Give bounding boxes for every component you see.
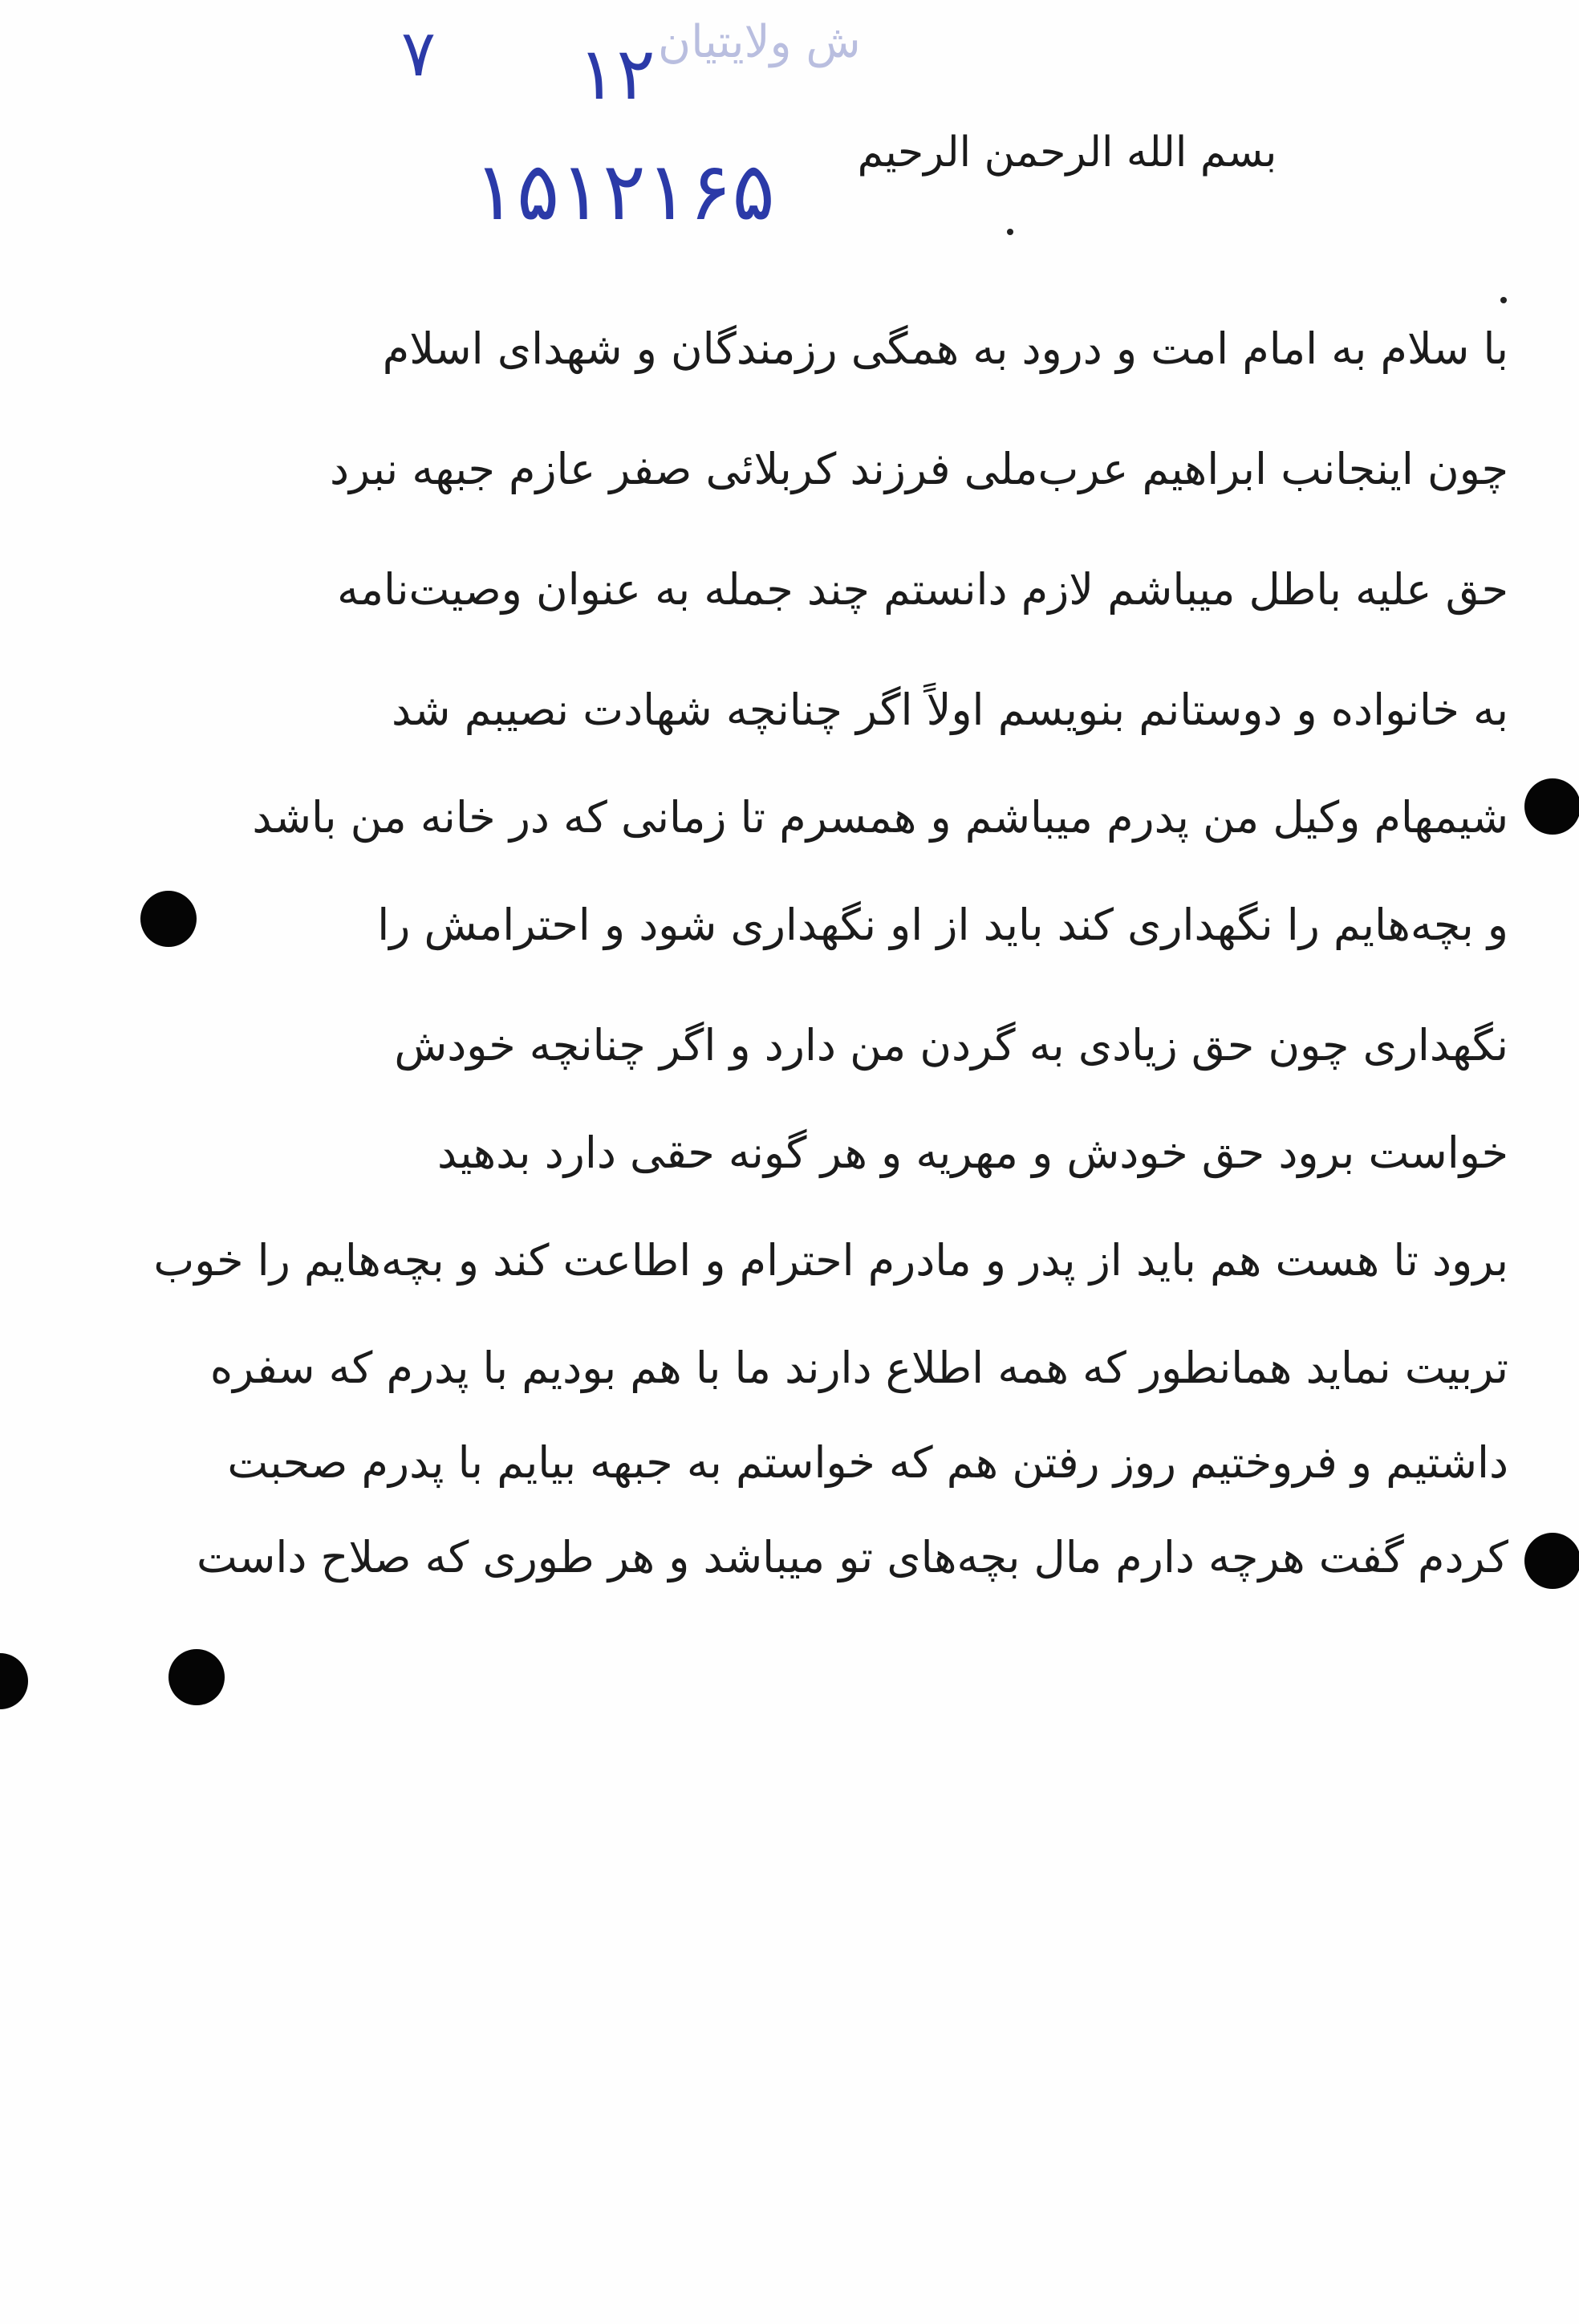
punch-hole — [0, 1653, 28, 1709]
letter-line: با سلام به امام امت و درود به همگی رزمندگان و شهدای اسلام — [382, 323, 1508, 374]
letter-line: تربیت نماید همانطور که همه اطلاع دارند ما با هم بودیم با پدرم که سفره — [209, 1343, 1508, 1393]
letter-line: کردم گفت هرچه دارم مال بچه‌های تو میباشد و هر طوری که صلاح داست — [197, 1532, 1508, 1583]
letter-line: حق علیه باطل میباشم لازم دانستم چند جمله به عنوان وصیت‌نامه — [337, 564, 1508, 615]
letter-line: به خانواده و دوستانم بنویسم اولاً اگر چنانچه شهادت نصیبم شد — [391, 685, 1508, 735]
ink-dot — [1007, 229, 1013, 235]
punch-hole — [168, 1649, 225, 1705]
punch-hole — [1524, 778, 1579, 835]
letter-body — [48, 289, 1508, 1605]
letter-line: و بچه‌هایم را نگهداری کند باید از او نگهداری شود و احترامش را — [377, 900, 1508, 950]
basmala-heading: بسم الله الرحمن الرحیم — [857, 128, 1277, 177]
annotation-faint-text: ش ولایتیان — [658, 16, 861, 68]
letter-line: شیمهام وکیل من پدرم میباشم و همسرم تا زمانی که در خانه من باشد — [252, 792, 1508, 843]
letter-line: چون اینجانب ابراهیم عرب‌ملی فرزند کربلائی صفر عازم جبهه نبرد — [330, 444, 1508, 494]
letter-line: برود تا هست هم باید از پدر و مادرم احترام و اطاعت کند و بچه‌هایم را خوب — [153, 1235, 1508, 1286]
punch-hole — [1524, 1533, 1579, 1589]
archive-number: ۱۵۱۲۱۶۵ — [473, 144, 775, 238]
letter-line: داشتیم و فروختیم روز رفتن هم که خواستم به جبهه بیایم با پدرم صحبت — [227, 1437, 1508, 1488]
annotation-number-mid: ۱۲ — [578, 32, 656, 116]
annotation-number-left: ۷ — [401, 16, 436, 91]
letter-line: خواست برود حق خودش و مهریه و هر گونه حقی دارد بدهید — [437, 1127, 1508, 1178]
letter-line: نگهداری چون حق زیادی به گردن من دارد و اگر چنانچه خودش — [394, 1020, 1508, 1071]
punch-hole — [140, 891, 197, 947]
